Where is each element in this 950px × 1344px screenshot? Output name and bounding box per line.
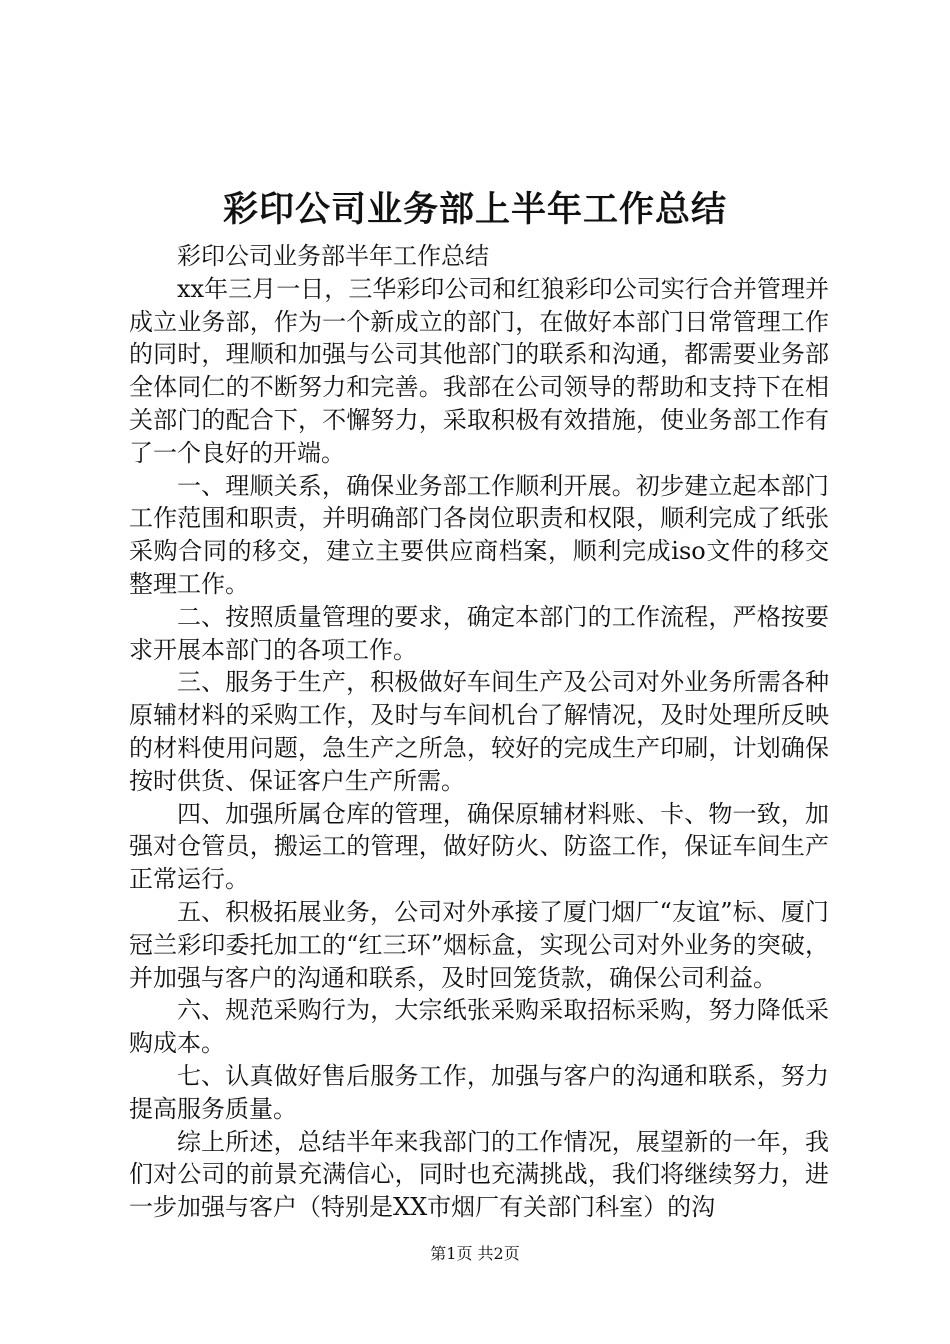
paragraph-item-5: 五、积极拓展业务，公司对外承接了厦门烟厂“友谊”标、厦门冠兰彩印委托加工的“红三环”烟标盒，实现公司对外业务的突破，并加强与客户的沟通和联系，及时回笼货款，确保公司利益。 [129,897,829,992]
paragraph-subtitle: 彩印公司业务部半年工作总结 [177,242,489,270]
page-footer: 第1页 共2页 [430,1244,520,1263]
paragraph-item-6: 六、规范采购行为，大宗纸张采购采取招标采购，努力降低采购成本。 [129,996,829,1058]
paragraph-intro: xx年三月一日，三华彩印公司和红狼彩印公司实行合并管理并成立业务部，作为一个新成立的部门，在做好本部门日常管理工作的同时，理顺和加强与公司其他部门的联系和沟通，都需要业务部全体同仁的不断努力和完善。我部在公司领导的帮助和支持下在相关部门的配合下，不懈努力，采取积极有效措施，使业务部工作有了一个良好的开端。 [129,274,829,467]
paragraph-item-4: 四、加强所属仓库的管理，确保原辅材料账、卡、物一致，加强对仓管员，搬运工的管理，做好防火、防盗工作，保证车间生产正常运行。 [129,799,829,894]
paragraph-item-7: 七、认真做好售后服务工作，加强与客户的沟通和联系，努力提高服务质量。 [129,1061,829,1123]
paragraph-conclusion: 综上所述，总结半年来我部门的工作情况，展望新的一年，我们对公司的前景充满信心，同时也充满挑战，我们将继续努力，进一步加强与客户（特别是XX市烟厂有关部门科室）的沟 [129,1127,829,1222]
document-title: 彩印公司业务部上半年工作总结 [222,189,727,230]
paragraph-item-1: 一、理顺关系，确保业务部工作顺利开展。初步建立起本部门工作范围和职责，并明确部门各岗位职责和权限，顺利完成了纸张采购合同的移交，建立主要供应商档案，顺利完成iso文件的移交整理工作。 [129,471,829,598]
paragraph-item-3: 三、服务于生产，积极做好车间生产及公司对外业务所需各种原辅材料的采购工作，及时与车间机台了解情况，及时处理所反映的材料使用问题，急生产之所急，较好的完成生产印刷，计划确保按时供货、保证客户生产所需。 [129,668,829,795]
document-body [129,240,829,1224]
paragraph-item-2: 二、按照质量管理的要求，确定本部门的工作流程，严格按要求开展本部门的各项工作。 [129,602,829,664]
